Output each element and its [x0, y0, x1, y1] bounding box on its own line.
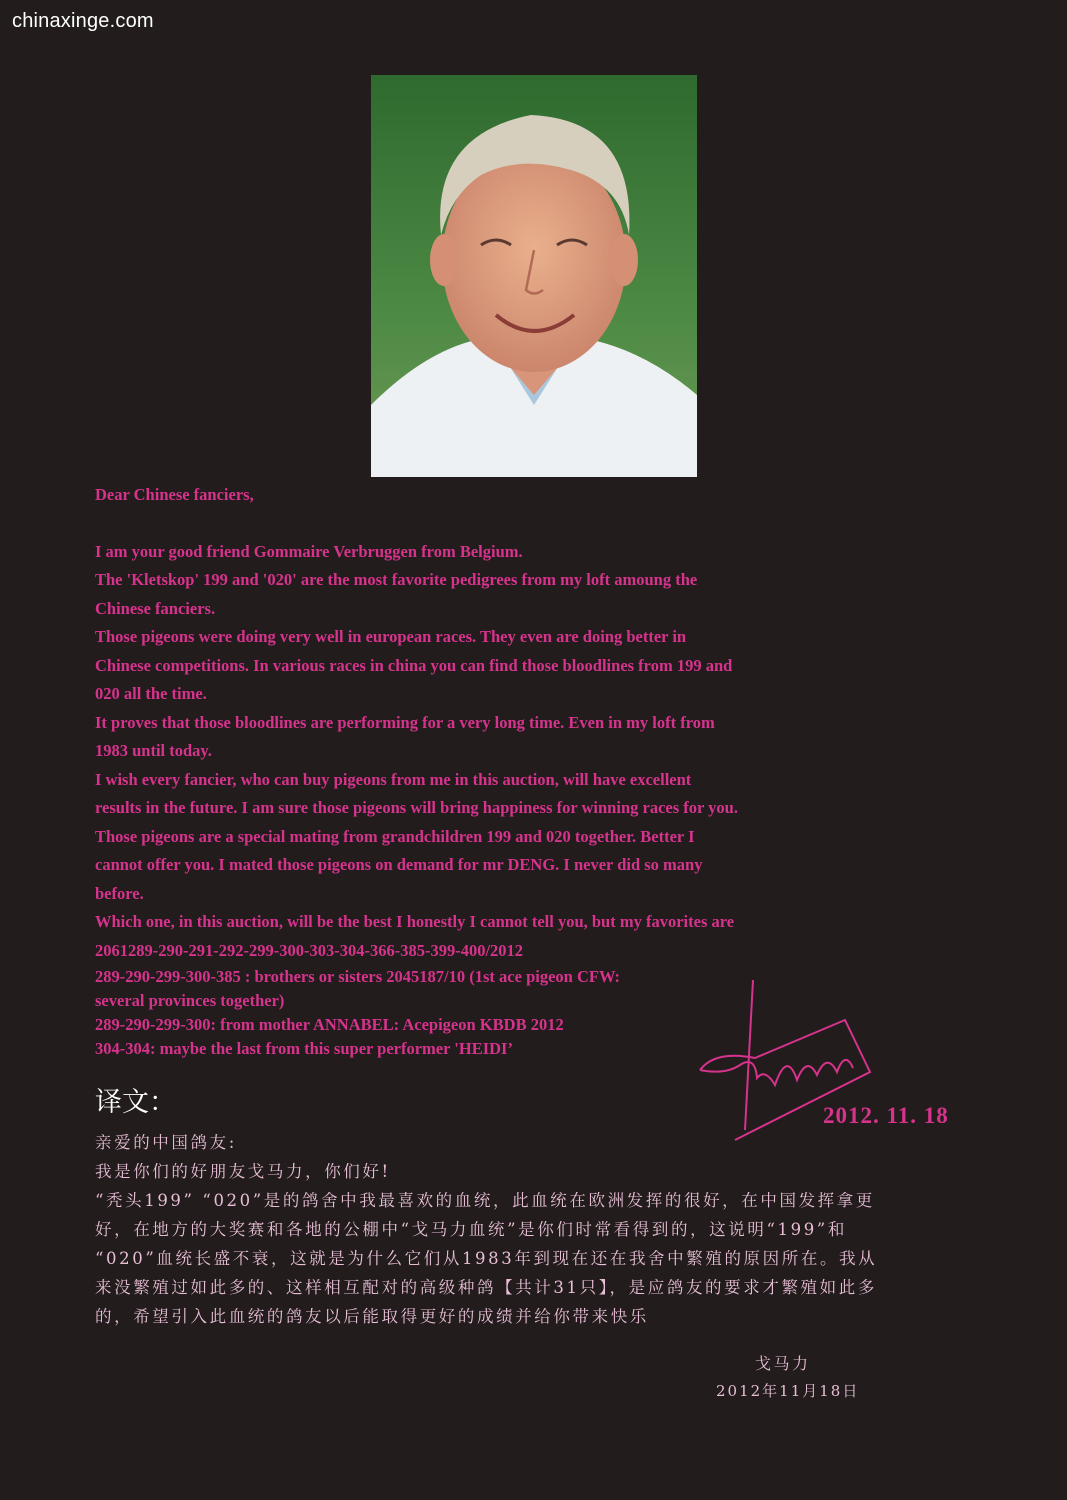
letter-line: It proves that those bloodlines are performing for a very long time. Even in my loft from [95, 712, 715, 732]
letter-line: The 'Kletskop' 199 and '020' are the most favorite pedigrees from my loft amoung the [95, 570, 698, 589]
translation-line: “020”血统长盛不衰，这就是为什么它们从1983年到现在还在我舍中繁殖的原因所在。我从 [95, 1249, 878, 1268]
translation-line: 亲爱的中国鸽友: [95, 1133, 237, 1152]
letter-line: I am your good friend Gommaire Verbruggen from Belgium. [95, 541, 523, 561]
letter-line: cannot offer you. I mated those pigeons on demand for mr DENG. I never did so many [95, 855, 703, 874]
greeting: Dear Chinese fanciers, [95, 485, 254, 504]
letter-line: results in the future. I am sure those pigeons will bring happiness for winning races for you. [95, 798, 738, 817]
letter-line: Which one, in this auction, will be the best I honestly I cannot tell you, but my favorites are [95, 912, 735, 931]
portrait-photo [371, 75, 697, 477]
letter-line: Chinese competitions. In various races in china you can find those bloodlines from 199 and [95, 655, 733, 675]
translation-line: 的，希望引入此血统的鸽友以后能取得更好的成绩并给你带来快乐 [95, 1307, 649, 1326]
letter-line: several provinces together) [95, 991, 285, 1010]
letter-line: Chinese fanciers. [95, 598, 216, 618]
translation-heading: 译文： [95, 1087, 176, 1118]
letter-line: 020 all the time. [95, 684, 207, 703]
english-letter [95, 481, 915, 1061]
letter-line: I wish every fancier, who can buy pigeons from me in this auction, will have excellent [95, 769, 692, 789]
chinese-translation [95, 1128, 995, 1331]
translation-line: “秃头199” “020”是的鸽舍中我最喜欢的血统，此血统在欧洲发挥的很好，在中国发挥拿更 [95, 1191, 875, 1210]
translation-line: 我是你们的好朋友戈马力，你们好! [95, 1162, 391, 1181]
letter-date: 2012. 11. 18 [823, 1103, 949, 1128]
translation-signature: 戈马力 [755, 1354, 811, 1373]
letter-line: Those pigeons were doing very well in european races. They even are doing better in [95, 627, 687, 646]
translation-date: 2012年11月18日 [716, 1382, 860, 1400]
letter-line: before. [95, 883, 144, 903]
letter-line: 304-304: maybe the last from this super performer 'HEIDI’ [95, 1039, 513, 1058]
watermark: chinaxinge.com [12, 10, 154, 32]
translation-line: 好，在地方的大奖赛和各地的公棚中“戈马力血统”是你们时常看得到的，这说明“199”和 [95, 1220, 847, 1239]
letter-line: 289-290-299-300: from mother ANNABEL: Acepigeon KBDB 2012 [95, 1015, 564, 1034]
translation-line: 来没繁殖过如此多的、这样相互配对的高级种鸽【共计31只】，是应鸽友的要求才繁殖如此多 [95, 1278, 877, 1297]
letter-line: 1983 until today. [95, 741, 212, 760]
letter-line: Those pigeons are a special mating from grandchildren 199 and 020 together. Better I [95, 826, 695, 846]
letter-line: 2061289-290-291-292-299-300-303-304-366-385-399-400/2012 [95, 940, 524, 960]
letter-line: 289-290-299-300-385 : brothers or sisters 2045187/10 (1st ace pigeon CFW: [95, 967, 621, 986]
